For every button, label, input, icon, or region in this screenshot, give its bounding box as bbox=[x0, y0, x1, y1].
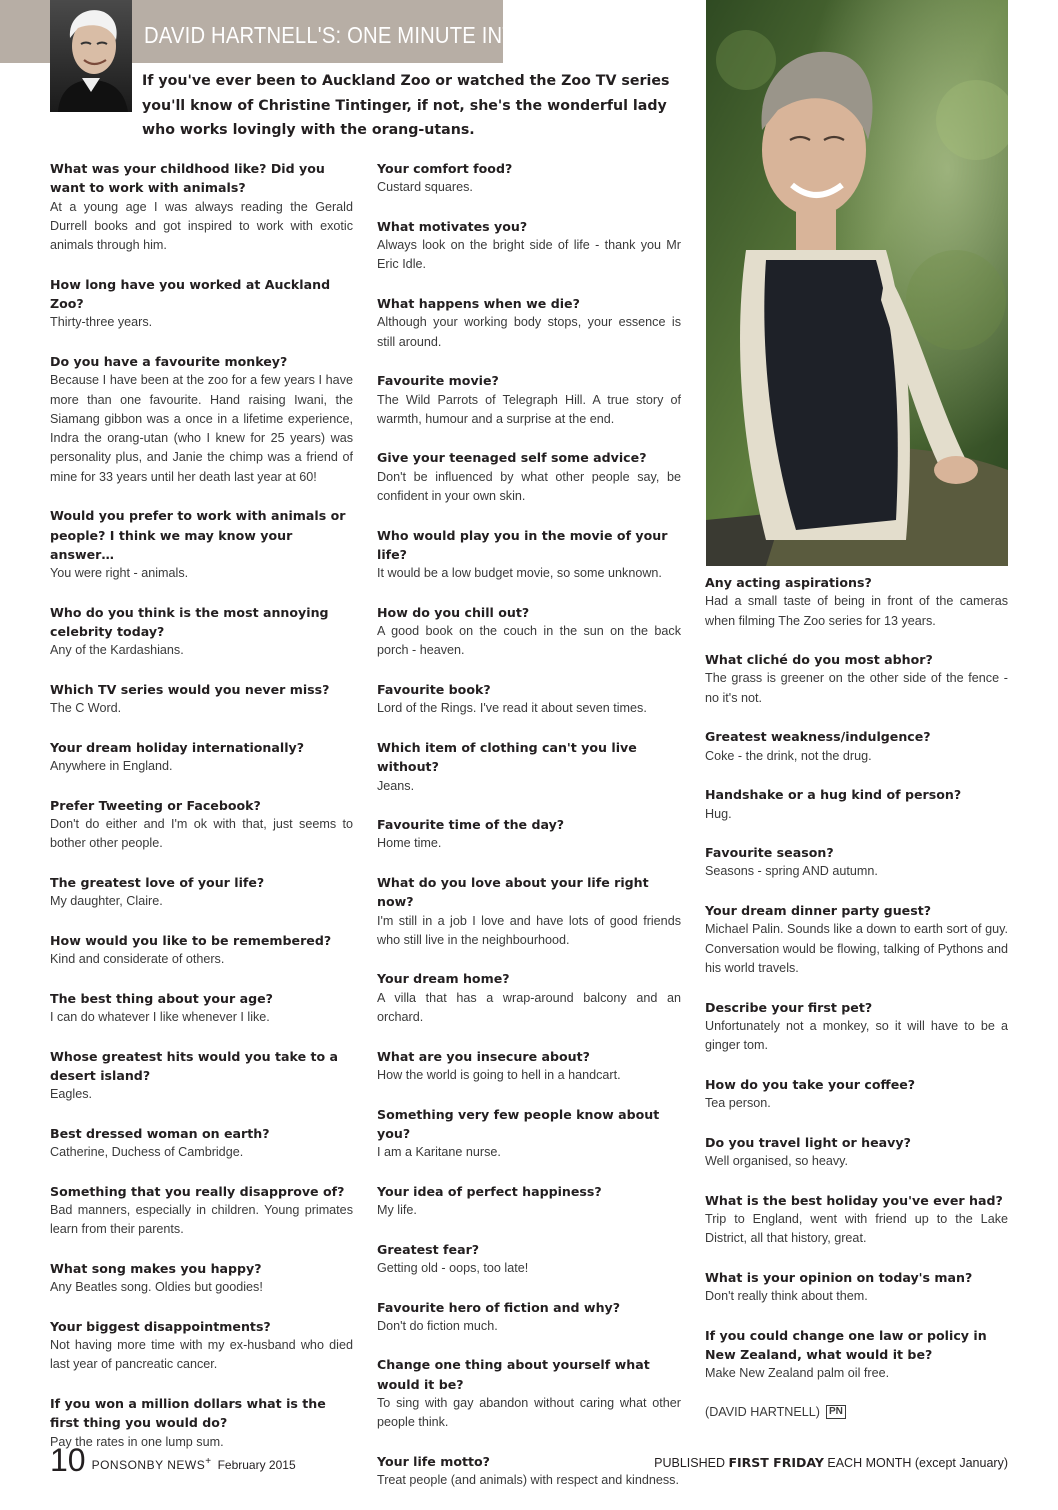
answer: Unfortunately not a monkey, so it will have to be a ginger tom. bbox=[705, 1018, 1008, 1053]
answer: A villa that has a wrap-around balcony and an orchard. bbox=[377, 990, 681, 1025]
question: Your life motto? bbox=[377, 1453, 490, 1469]
answer: Well organised, so heavy. bbox=[705, 1153, 849, 1168]
answer: I'm still in a job I love and have lots of good friends who still live in the neighbourhood. bbox=[377, 913, 681, 947]
answer: I can do whatever I like whenever I like. bbox=[50, 1010, 270, 1025]
question: Favourite book? bbox=[377, 682, 491, 698]
answer: Catherine, Duchess of Cambridge. bbox=[50, 1145, 244, 1160]
qa-item bbox=[50, 1317, 353, 1375]
qa-item bbox=[705, 785, 1008, 824]
question: What cliché do you most abhor? bbox=[705, 652, 933, 668]
qa-item bbox=[50, 352, 353, 487]
question: How would you like to be remembered? bbox=[50, 932, 332, 948]
qa-item bbox=[705, 1133, 1008, 1172]
answer: Any Beatles song. Oldies but goodies! bbox=[50, 1280, 263, 1295]
footer-published bbox=[654, 1455, 1008, 1470]
question: What happens when we die? bbox=[377, 296, 580, 312]
question: Something that you really disapprove of? bbox=[50, 1183, 345, 1199]
qa-item bbox=[705, 901, 1008, 978]
qa-item bbox=[377, 873, 681, 950]
question: Greatest fear? bbox=[377, 1241, 480, 1257]
qa-item bbox=[50, 1124, 353, 1163]
magazine-name-text: PONSONBY NEWS bbox=[91, 1458, 206, 1472]
answer: Coke - the drink, not the drug. bbox=[705, 748, 872, 763]
qa-item bbox=[705, 1191, 1008, 1249]
question: Do you travel light or heavy? bbox=[705, 1134, 911, 1150]
question: Favourite hero of fiction and why? bbox=[377, 1299, 621, 1315]
qa-item bbox=[50, 873, 353, 912]
qa-item bbox=[50, 680, 353, 719]
qa-item bbox=[50, 738, 353, 777]
question: Your dream home? bbox=[377, 971, 510, 987]
qa-item bbox=[705, 573, 1008, 631]
answer: You were right - animals. bbox=[50, 566, 189, 581]
answer: My life. bbox=[377, 1203, 417, 1218]
answer: Eagles. bbox=[50, 1087, 93, 1102]
question: Any acting aspirations? bbox=[705, 575, 872, 590]
answer: Seasons - spring AND autumn. bbox=[705, 864, 878, 879]
question: What was your childhood like? Did you want to work with animals? bbox=[50, 161, 325, 196]
answer: How the world is going to hell in a handcart. bbox=[377, 1067, 621, 1082]
answer: Hug. bbox=[705, 806, 732, 821]
answer: Tea person. bbox=[705, 1096, 771, 1111]
question: If you won a million dollars what is the first thing you would do? bbox=[50, 1396, 326, 1431]
magazine-name bbox=[92, 1456, 212, 1476]
question: Give your teenaged self some advice? bbox=[377, 450, 647, 466]
qa-item bbox=[377, 1047, 681, 1086]
qa-item bbox=[377, 1182, 681, 1221]
question: Who do you think is the most annoying celebrity today? bbox=[50, 604, 329, 640]
question: Your idea of perfect happiness? bbox=[377, 1183, 602, 1199]
qa-column-right bbox=[705, 573, 1008, 1422]
qa-item bbox=[377, 1240, 681, 1279]
qa-item bbox=[377, 371, 681, 429]
answer: At a young age I was always reading the Gerald Durrell books and got inspired to work with exotic animals through him. bbox=[50, 199, 353, 253]
qa-item bbox=[377, 969, 681, 1027]
published-note: (except January) bbox=[914, 1456, 1008, 1470]
answer: Not having more time with my ex-husband who died last year of pancreatic cancer. bbox=[50, 1338, 353, 1372]
question: What motivates you? bbox=[377, 218, 528, 234]
answer: Don't do fiction much. bbox=[377, 1318, 498, 1333]
published-pre: PUBLISHED bbox=[654, 1456, 729, 1470]
qa-item bbox=[50, 1182, 353, 1240]
qa-item bbox=[50, 796, 353, 854]
qa-item bbox=[705, 1268, 1008, 1307]
qa-item bbox=[705, 1326, 1008, 1384]
magazine-plus: + bbox=[205, 1456, 212, 1467]
question: Your dream holiday internationally? bbox=[50, 739, 305, 755]
qa-item bbox=[377, 680, 681, 719]
answer: Home time. bbox=[377, 836, 442, 851]
footer-left bbox=[50, 1440, 296, 1476]
question: Whose greatest hits would you take to a desert island? bbox=[50, 1048, 339, 1083]
answer: A good book on the couch in the sun on the back porch - heaven. bbox=[377, 624, 681, 658]
answer: Thirty-three years. bbox=[50, 315, 153, 330]
qa-item bbox=[50, 603, 353, 661]
qa-item bbox=[377, 1105, 681, 1163]
answer: My daughter, Claire. bbox=[50, 894, 163, 909]
signature-text: (DAVID HARTNELL) bbox=[705, 1404, 820, 1419]
answer: Any of the Kardashians. bbox=[50, 643, 184, 658]
qa-item bbox=[705, 650, 1008, 708]
question: The greatest love of your life? bbox=[50, 874, 265, 890]
qa-item bbox=[377, 448, 681, 506]
issue-date: February 2015 bbox=[217, 1458, 296, 1472]
headshot-image bbox=[50, 0, 132, 112]
question: Favourite time of the day? bbox=[377, 817, 565, 833]
question: The best thing about your age? bbox=[50, 990, 273, 1006]
christine-tintinger-photo bbox=[706, 0, 1008, 566]
answer: To sing with gay abandon without caring what other people think. bbox=[377, 1396, 681, 1430]
qa-item bbox=[377, 526, 681, 584]
question: Prefer Tweeting or Facebook? bbox=[50, 797, 261, 813]
answer: Getting old - oops, too late! bbox=[377, 1260, 529, 1275]
answer: Although your working body stops, your essence is still around. bbox=[377, 315, 681, 349]
qa-item bbox=[50, 159, 353, 255]
answer: Kind and considerate of others. bbox=[50, 952, 225, 967]
question: Would you prefer to work with animals or people? I think we may know your answer… bbox=[50, 508, 346, 562]
author-signature bbox=[705, 1403, 1008, 1422]
question: Your comfort food? bbox=[377, 161, 513, 176]
question: How do you take your coffee? bbox=[705, 1076, 916, 1092]
question: Best dressed woman on earth? bbox=[50, 1125, 270, 1141]
answer: Lord of the Rings. I've read it about seven times. bbox=[377, 701, 647, 716]
david-hartnell-headshot bbox=[50, 0, 132, 112]
question: Describe your first pet? bbox=[705, 999, 873, 1015]
qa-item bbox=[50, 1047, 353, 1105]
question: Something very few people know about you? bbox=[377, 1106, 660, 1141]
question: Who would play you in the movie of your life? bbox=[377, 527, 668, 562]
question: Your biggest disappointments? bbox=[50, 1318, 271, 1334]
answer: Anywhere in England. bbox=[50, 759, 173, 774]
published-post: EACH MONTH bbox=[823, 1456, 915, 1470]
answer: I am a Karitane nurse. bbox=[377, 1145, 501, 1160]
answer: Pay the rates in one lump sum. bbox=[50, 1434, 224, 1449]
qa-item bbox=[377, 1452, 681, 1491]
portrait-image bbox=[706, 0, 1008, 566]
answer: Don't really think about them. bbox=[705, 1288, 868, 1303]
answer: Trip to England, went with friend up to the Lake District, all that history, great. bbox=[705, 1211, 1008, 1246]
page-title: DAVID HARTNELL'S: ONE MINUTE INTERVIEW bbox=[144, 22, 596, 48]
pn-badge: PN bbox=[826, 1405, 846, 1419]
qa-item bbox=[50, 989, 353, 1028]
qa-item bbox=[50, 931, 353, 970]
question: Favourite season? bbox=[705, 845, 834, 861]
answer: Don't do either and I'm ok with that, just seems to bother other people. bbox=[50, 817, 353, 851]
qa-column-middle bbox=[377, 159, 681, 1510]
question: Favourite movie? bbox=[377, 373, 499, 389]
answer: It would be a low budget movie, so some unknown. bbox=[377, 566, 662, 581]
answer: The C Word. bbox=[50, 701, 122, 716]
answer: The Wild Parrots of Telegraph Hill. A true story of warmth, humour and a surprise at the end. bbox=[377, 392, 681, 426]
qa-item bbox=[377, 159, 681, 198]
qa-item bbox=[705, 998, 1008, 1056]
qa-item bbox=[377, 603, 681, 661]
qa-item bbox=[705, 843, 1008, 882]
question: What is your opinion on today's man? bbox=[705, 1269, 973, 1285]
answer: Jeans. bbox=[377, 778, 415, 793]
question: What are you insecure about? bbox=[377, 1048, 590, 1064]
answer: Don't be influenced by what other people say, be confident in your own skin. bbox=[377, 469, 681, 504]
question: Change one thing about yourself what would it be? bbox=[377, 1357, 650, 1392]
qa-column-left bbox=[50, 159, 353, 1471]
answer: Make New Zealand palm oil free. bbox=[705, 1366, 890, 1381]
qa-item bbox=[377, 815, 681, 854]
question: How long have you worked at Auckland Zoo? bbox=[50, 276, 331, 312]
qa-item bbox=[705, 1075, 1008, 1114]
question: What do you love about your life right now? bbox=[377, 874, 649, 910]
answer: Because I have been at the zoo for a few years I have more than one favourite. Hand raising Iwani, the Siamang gibbon was a once in a lifetime experience, Indra the orang-utan (who I knew for 25 years) was personality plus, and Janie the chimp was a friend of mine for 33 years until her death last year at 60! bbox=[50, 373, 353, 484]
answer: Had a small taste of being in front of the cameras when filming The Zoo series for 13 years. bbox=[705, 594, 1008, 628]
answer: The grass is greener on the other side of the fence - no it's not. bbox=[705, 671, 1008, 705]
question: How do you chill out? bbox=[377, 604, 530, 620]
intro-paragraph: If you've ever been to Auckland Zoo or watched the Zoo TV series you'll know of Christine Tintinger, if not, she's the wonderful lady who works lovingly with the orang-utans. bbox=[142, 73, 670, 138]
qa-item bbox=[50, 1259, 353, 1298]
question: If you could change one law or policy in New Zealand, what would it be? bbox=[705, 1327, 987, 1362]
answer: Always look on the bright side of life - thank you Mr Eric Idle. bbox=[377, 238, 681, 272]
question: What song makes you happy? bbox=[50, 1260, 262, 1276]
question: Do you have a favourite monkey? bbox=[50, 353, 288, 369]
question: Greatest weakness/indulgence? bbox=[705, 729, 931, 745]
page-number: 10 bbox=[50, 1442, 86, 1478]
qa-item bbox=[377, 294, 681, 352]
answer: Michael Palin. Sounds like a down to earth sort of guy. Conversation would be flowing, talking of Pythons and his world travels. bbox=[705, 922, 1008, 975]
answer: Custard squares. bbox=[377, 180, 473, 195]
question: What is the best holiday you've ever had? bbox=[705, 1192, 1003, 1208]
qa-item bbox=[50, 275, 353, 333]
question: Your dream dinner party guest? bbox=[705, 903, 932, 919]
question: Which item of clothing can't you live without? bbox=[377, 739, 637, 775]
qa-item bbox=[50, 506, 353, 583]
published-bold: FIRST FRIDAY bbox=[728, 1455, 824, 1470]
qa-item bbox=[377, 217, 681, 275]
answer: Bad manners, especially in children. Young primates learn from their parents. bbox=[50, 1203, 353, 1237]
question: Which TV series would you never miss? bbox=[50, 682, 330, 698]
qa-item bbox=[377, 1355, 681, 1432]
qa-item bbox=[705, 727, 1008, 766]
qa-item bbox=[377, 1298, 681, 1337]
question: Handshake or a hug kind of person? bbox=[705, 787, 962, 803]
answer: Treat people (and animals) with respect and kindness. bbox=[377, 1473, 679, 1488]
qa-item bbox=[377, 738, 681, 796]
